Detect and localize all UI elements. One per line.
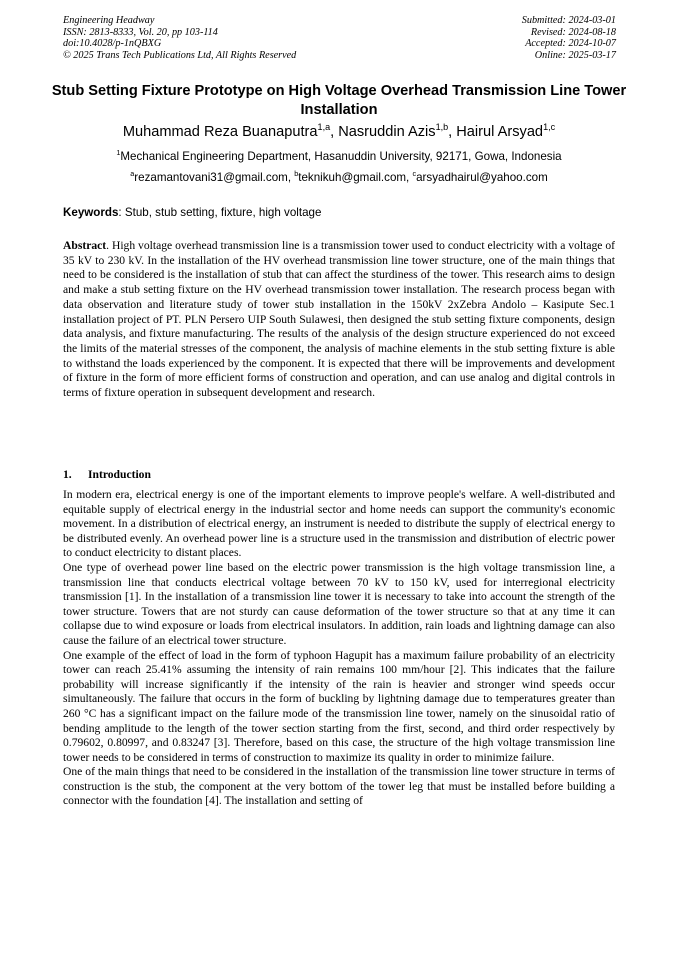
author-affil-mark: 1,b — [435, 122, 449, 133]
section-title: Introduction — [88, 468, 151, 481]
doi-line[interactable]: doi:10.4028/p-1nQBXG — [63, 38, 162, 50]
affiliation-mark: 1 — [116, 148, 121, 158]
copyright-line: © 2025 Trans Tech Publications Ltd, All Rights Reserved — [63, 49, 297, 61]
keywords-label: Keywords — [63, 206, 119, 219]
email-separator: , — [406, 171, 413, 184]
author-name: Muhammad Reza Buanaputra — [122, 124, 318, 140]
submitted-date: Submitted: 2024-03-01 — [521, 15, 616, 26]
paper-title: Stub Setting Fixture Prototype on High Voltage Overhead Transmission Line Tower Installation — [51, 83, 627, 118]
email-mark: c — [412, 169, 417, 179]
email-link[interactable]: rezamantovani31@gmail.com — [134, 171, 288, 184]
accepted-date: Accepted: 2024-10-07 — [525, 38, 616, 50]
abstract-text: . High voltage overhead transmission line is a transmission tower used to conduct electricity with a voltage of 35 kV to 230 kV. In the installation of the HV overhead transmission line tower structure, one of the main things that need to be considered is the installation of stub that can affect the sturdiness of the tower. This research aims to design and make a stub setting fixture on the HV overhead transmission tower installation. The research process began with data observation and literature study of tower stub installation in the 150kV 2xZebra Andolo – Kasipute Sec.1 installation project of PT. PLN Persero UIP South Sulawesi, then designed the stub setting fixture components, design data analysis, and fixture manufacturing. The results of the analysis of the design structure experienced do not exceed the limits of the material stresses of the component, the analysis of machine elements in the stub setting fixture is able to withstand the loads experienced by the component. It is expected that there will be improvements and development of fixture in the form of more efficient forms of construction and operation, and can use analog and digital controls in terms of fixture operation in subsequent development and research. — [63, 239, 615, 400]
author-separator: , — [448, 124, 457, 140]
email-mark: a — [130, 169, 135, 179]
keywords — [63, 205, 615, 220]
author-list — [20, 122, 658, 142]
online-date: Online: 2025-03-17 — [534, 49, 616, 61]
introduction-body — [63, 488, 615, 809]
body-paragraph: One example of the effect of load in the form of typhoon Hagupit has a maximum failure probability of an electricity tower can reach 25.41% assuming the intensity of rain remains 100 mm/hour [2]. This indicates that the failure probability will increase significantly if the intensity of the rain is heavier and stronger wind speeds occur simultaneously. The failure that occurs in the form of buckling by lightning damage due to temperatures greater than 260 °C has a significant impact on the failure mode of the transmission line tower, namely on the sinusoidal ratio of bending amplitude to the length of the tower section starting from the first, second, and third order respectively by 0.79602, 0.80997, and 0.83247 [3]. Therefore, based on this case, the structure of the high voltage transmission line tower needs to be considered in terms of construction to maximize its quality in order to minimize failure. — [63, 648, 615, 764]
dates-info — [522, 15, 616, 61]
author-separator: , — [330, 124, 339, 140]
author-name: Nasruddin Azis — [338, 124, 436, 140]
journal-info — [63, 15, 296, 61]
affiliation-text: Mechanical Engineering Department, Hasanuddin University, 92171, Gowa, Indonesia — [120, 150, 562, 163]
email-mark: b — [294, 169, 299, 179]
author-name: Hairul Arsyad — [456, 124, 544, 140]
author-affil-mark: 1,c — [543, 122, 556, 133]
section-heading-introduction — [63, 467, 151, 482]
section-number: 1. — [63, 468, 72, 481]
email-list — [20, 170, 658, 185]
abstract-label: Abstract — [63, 239, 107, 252]
keywords-text: : Stub, stub setting, fixture, high voltage — [118, 206, 322, 219]
body-paragraph: In modern era, electrical energy is one of the important elements to improve people's welfare. A well-distributed and equitable supply of electrical energy in the industrial sector and home needs can support the community's economic movement. In a distribution of electrical energy, an instrument is needed to distribute the supply of electrical energy to be distributed evenly. An overhead power line is a structure used in the transmission and distribution of electric power to conduct electricity to distant places. — [63, 488, 615, 560]
abstract — [63, 239, 615, 401]
body-paragraph: One of the main things that need to be considered in the installation of the transmission line tower structure in terms of construction is the stub, the component at the very bottom of the tower leg that must be installed before building a connector with the foundation [4]. The installation and setting of — [63, 765, 615, 808]
affiliation — [20, 149, 658, 164]
email-link[interactable]: arsyadhairul@yahoo.com — [416, 171, 548, 184]
revised-date: Revised: 2024-08-18 — [530, 26, 616, 38]
body-paragraph: One type of overhead power line based on the electric power transmission is the high voltage transmission line, a transmission line that conducts electrical voltage between 70 kV to 150 kV, used for interregional electricity transmission [1]. In the installation of a transmission line tower it is necessary to take into account the strength of the tower structure. Towers that are not sturdy can cause deformation of the tower structure so that at any time it can collapse due to wind exposure or loads from electrical insulators. In addition, rain loads and lightning damage can also cause the failure of an electrical tower structure. — [63, 560, 615, 647]
email-link[interactable]: teknikuh@gmail.com — [298, 171, 407, 184]
issn-line: ISSN: 2813-8333, Vol. 20, pp 103-114 — [63, 26, 218, 38]
author-affil-mark: 1,a — [317, 122, 331, 133]
journal-name: Engineering Headway — [63, 15, 155, 26]
email-separator: , — [287, 171, 295, 184]
